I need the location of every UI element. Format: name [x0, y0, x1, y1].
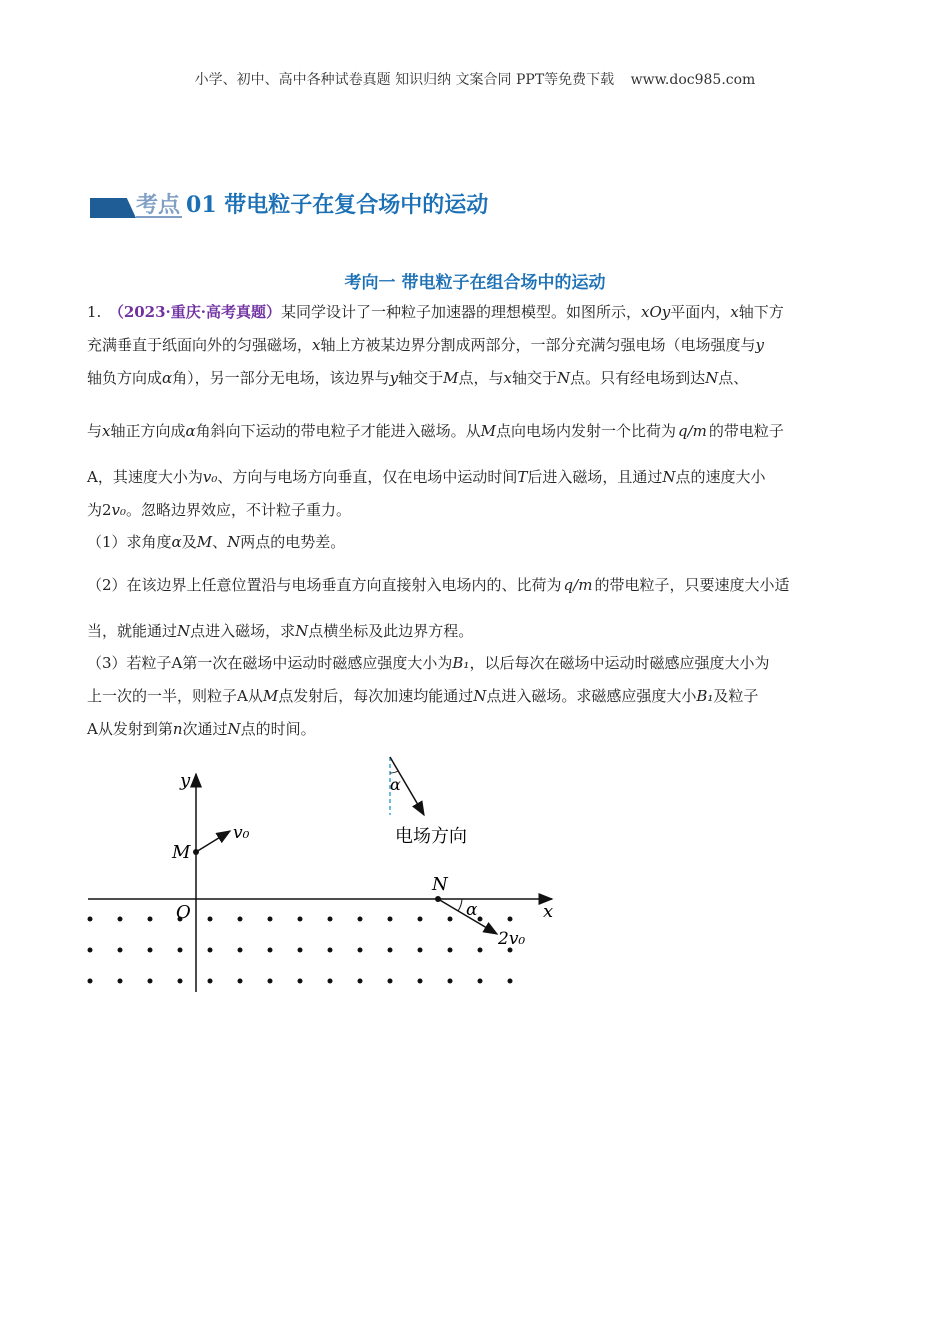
field-dot	[88, 948, 93, 953]
field-dot	[328, 948, 333, 953]
field-dot	[388, 948, 393, 953]
field-dot	[268, 917, 273, 922]
text-run: 上一次的一半，则粒子A从	[87, 687, 263, 705]
math-variable: v₀	[111, 501, 127, 519]
text-run: （1）求角度	[87, 533, 172, 551]
text-run: A从发射到第	[87, 720, 173, 738]
math-variable: N	[662, 468, 676, 486]
text-run: 当，就能通过	[87, 622, 178, 640]
math-variable: B₁	[696, 687, 714, 705]
text-run: 、	[212, 533, 228, 551]
text-run: 轴交于	[512, 369, 558, 387]
field-dot	[418, 948, 423, 953]
math-variable: M	[443, 369, 459, 387]
2v0-label: 2v₀	[498, 929, 526, 949]
field-dot	[208, 917, 213, 922]
field-dot	[388, 917, 393, 922]
text-run: A，其速度大小为	[87, 468, 203, 486]
text-run: 与	[87, 422, 103, 440]
field-dot	[388, 979, 393, 984]
v0-label: v₀	[233, 823, 250, 843]
math-variable: N	[557, 369, 571, 387]
text-run: 点的速度大小	[675, 468, 766, 486]
field-dot	[478, 948, 483, 953]
math-variable: M	[262, 687, 279, 705]
v0-arrow	[196, 831, 230, 852]
math-variable: α	[162, 369, 173, 387]
text-run: 轴负方向成	[87, 369, 163, 387]
text-run: 、方向与电场方向垂直，仅在电场中运动时间	[217, 468, 518, 486]
text-run: 次通过	[182, 720, 228, 738]
field-dot	[148, 917, 153, 922]
text-run: 轴下方	[738, 303, 784, 321]
alpha-arc-n	[458, 899, 462, 911]
field-dot	[358, 917, 363, 922]
math-variable: N	[227, 720, 241, 738]
header-text: 小学、初中、高中各种试卷真题 知识归纳 文案合同 PPT等免费下载	[194, 72, 615, 88]
math-variable: α	[171, 533, 182, 551]
field-dot	[358, 948, 363, 953]
math-variable: x	[503, 369, 513, 387]
fraction-q-over-m: q/m	[678, 422, 707, 440]
field-dot	[208, 979, 213, 984]
field-dot	[118, 948, 123, 953]
source-tag: （2023·重庆·高考真题）	[116, 303, 282, 321]
field-dot	[118, 979, 123, 984]
text-run: 1.	[87, 303, 117, 321]
field-dot	[208, 948, 213, 953]
m-label: M	[172, 842, 191, 863]
math-variable: v₀	[202, 468, 218, 486]
alpha-label-field: α	[390, 775, 401, 794]
text-run: 。忽略边界效应，不计粒子重力。	[126, 501, 352, 519]
text-run: 角斜向下运动的带电粒子才能进入磁场。从	[195, 422, 481, 440]
field-dot	[298, 948, 303, 953]
field-dot	[238, 979, 243, 984]
math-variable: N	[227, 533, 241, 551]
math-variable: M	[196, 533, 213, 551]
origin-label: O	[176, 902, 191, 923]
text-run: 平面内，	[670, 303, 731, 321]
math-variable: N	[295, 622, 309, 640]
text-run: 角），另一部分无电场，该边界与	[172, 369, 390, 387]
text-run: ，以后每次在磁场中运动时磁感应强度大小为	[469, 654, 770, 672]
text-run: 的带电粒子	[708, 422, 784, 440]
text-run: 后进入磁场，且通过	[527, 468, 663, 486]
text-run: 及粒子	[713, 687, 759, 705]
text-run: 点发射后，每次加速均能通过	[278, 687, 474, 705]
math-variable: xOy	[641, 303, 671, 321]
text-run: （2）在该边界上任意位置沿与电场垂直方向直接射入电场内的、比荷为	[87, 576, 562, 594]
field-dot	[178, 979, 183, 984]
magnetic-field-dots	[88, 917, 513, 984]
field-dot	[478, 979, 483, 984]
alpha-label-n: α	[466, 900, 478, 920]
text-run: 点横坐标及此边界方程。	[308, 622, 474, 640]
field-dot	[448, 948, 453, 953]
field-dot	[508, 979, 513, 984]
text-run: 点的时间。	[240, 720, 316, 738]
section-label: 考点	[136, 192, 181, 218]
field-dot	[268, 948, 273, 953]
y-label: y	[180, 770, 191, 791]
text-run: 轴正方向成	[110, 422, 186, 440]
field-dot	[88, 979, 93, 984]
math-variable: x	[312, 336, 321, 354]
section-title: 01 带电粒子在复合场中的运动	[186, 192, 489, 218]
math-variable: y	[389, 369, 399, 387]
text-run: 点向电场内发射一个比荷为	[496, 422, 677, 440]
text-run: 某同学设计了一种粒子加速器的理想模型。如图所示，	[281, 303, 642, 321]
field-dot	[148, 948, 153, 953]
field-dot	[328, 917, 333, 922]
n-label: N	[432, 874, 448, 895]
field-dot	[118, 917, 123, 922]
field-dot	[298, 979, 303, 984]
math-variable: y	[755, 336, 764, 354]
field-dot	[448, 979, 453, 984]
field-dot	[418, 979, 423, 984]
field-dot	[418, 917, 423, 922]
subsection-title: 考向一 带电粒子在组合场中的运动	[344, 273, 606, 293]
math-variable: x	[730, 303, 739, 321]
text-run: 点。只有经电场到达	[570, 369, 706, 387]
text-run: 点进入磁场，求	[190, 622, 296, 640]
math-variable: T	[517, 468, 528, 486]
field-dot	[88, 917, 93, 922]
text-run: 点，与	[458, 369, 504, 387]
field-dot	[148, 979, 153, 984]
field-dot	[298, 917, 303, 922]
text-run: 为2	[87, 501, 112, 519]
text-run: 轴上方被某边界分割成两部分，一部分充满匀强电场（电场强度与	[320, 336, 756, 354]
text-run: 及	[181, 533, 197, 551]
fraction-q-over-m: q/m	[563, 576, 593, 594]
text-run: （3）若粒子A第一次在磁场中运动时磁感应强度大小为	[87, 654, 453, 672]
field-dot	[238, 917, 243, 922]
text-run: 的带电粒子，只要速度大小适	[594, 576, 790, 594]
header-url: www.doc985.com	[630, 72, 756, 88]
field-dot	[448, 917, 453, 922]
field-dot	[358, 979, 363, 984]
math-variable: N	[705, 369, 719, 387]
math-variable: n	[172, 720, 183, 738]
text-run: 充满垂直于纸面向外的匀强磁场，	[87, 336, 313, 354]
text-run: 两点的电势差。	[240, 533, 346, 551]
field-direction-label: 电场方向	[395, 826, 467, 847]
text-run: 轴交于	[398, 369, 444, 387]
field-dot	[268, 979, 273, 984]
field-dot	[478, 917, 483, 922]
math-variable: B₁	[452, 654, 470, 672]
alpha-arc-field	[390, 771, 398, 773]
text-run: 点、	[718, 369, 749, 387]
math-variable: M	[480, 422, 497, 440]
math-variable: N	[177, 622, 191, 640]
field-dot	[508, 917, 513, 922]
field-dot	[178, 948, 183, 953]
field-dot	[238, 948, 243, 953]
math-variable: α	[185, 422, 196, 440]
math-variable: x	[102, 422, 111, 440]
x-label: x	[543, 901, 554, 922]
field-dot	[328, 979, 333, 984]
text-run: 点进入磁场。求磁感应强度大小	[486, 687, 697, 705]
math-variable: N	[473, 687, 487, 705]
